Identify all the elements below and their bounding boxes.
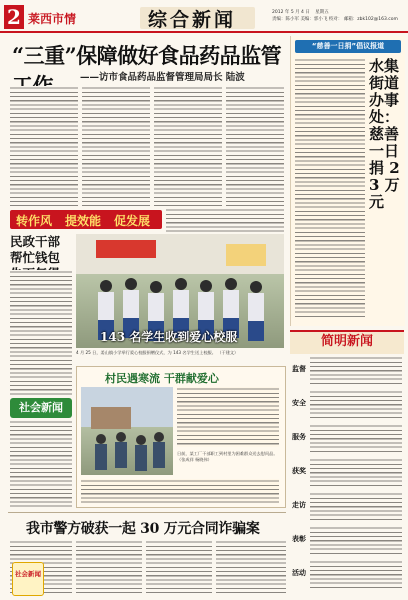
- header-date: 2012 年 5 月 4 日: [272, 10, 310, 15]
- main-story-tail: [166, 208, 284, 232]
- village-story-text-2: [81, 479, 279, 503]
- brief-item: [292, 492, 402, 524]
- photo-story-text: [10, 270, 72, 395]
- brief-item-label: 表彰: [292, 534, 306, 543]
- slogan-left: 转作风: [16, 214, 53, 228]
- brief-item-text: [310, 526, 402, 556]
- brief-item-text: [310, 458, 402, 488]
- side-banner-text: “慈善一日捐”倡议报道: [311, 42, 385, 50]
- header-proof: 校对：: [328, 17, 343, 22]
- brief-item-text: [310, 424, 402, 454]
- side-banner: [295, 40, 401, 53]
- village-photo-illustration: [81, 387, 173, 475]
- main-subheadline: ——访市食品药品监督管理局局长 陆波: [80, 72, 245, 83]
- school-photo: [76, 234, 284, 348]
- side-text-left: [295, 58, 365, 318]
- brief-news-title-bar: [290, 330, 404, 354]
- bottom-story-col-2: [76, 540, 142, 596]
- brief-item-label: 服务: [292, 432, 306, 441]
- section-title: 综合新闻: [148, 9, 237, 31]
- main-headline: “三重”保障做好食品药品监管: [12, 43, 282, 68]
- bottom-rule: [8, 512, 286, 513]
- social-news-logo-text: 社会新闻: [19, 401, 63, 414]
- school-photo-caption-big: 143 名学生收到爱心校服: [100, 330, 238, 344]
- brief-news-title: 简明新闻: [320, 334, 373, 349]
- page-header: [0, 0, 408, 40]
- header-rule: [0, 31, 408, 33]
- photo-story-headline: 民政干部帮忙钱包: [10, 234, 61, 265]
- page-number: 2: [7, 5, 21, 29]
- page-number-box: [4, 5, 24, 29]
- brief-item-label: 获奖: [292, 466, 306, 475]
- bottom-story-col-3: [146, 540, 212, 596]
- bottom-corner-logo: [12, 562, 44, 596]
- social-news-logo: [10, 398, 72, 418]
- school-photo-credit: （于建文）: [217, 350, 239, 355]
- side-headline: 水集街道办事处：慈善一日捐 23 万元: [369, 57, 400, 211]
- main-story-col-2: [82, 86, 150, 206]
- brief-item-text: [310, 492, 402, 522]
- brief-item-label: 活动: [292, 568, 306, 577]
- brief-item-text: [310, 356, 402, 386]
- slogan-right: 促发展: [114, 214, 151, 228]
- brief-item: [292, 526, 402, 558]
- social-news-text: [10, 420, 72, 508]
- main-story-col-1: [10, 86, 78, 206]
- slogan-banner: [10, 210, 162, 229]
- bottom-headline: 我市警方破获一起 30 万元合同诈骗案: [26, 521, 260, 537]
- header-editor: 责编：陈小军: [272, 17, 299, 22]
- brief-item: [292, 390, 402, 422]
- village-caption-credit: （张成祥 杨晓伟）: [177, 456, 212, 462]
- slogan-mid: 提效能: [65, 214, 102, 228]
- village-story-title: 村民遇寒流 干群献爱心: [105, 372, 219, 385]
- main-story-col-4: [226, 86, 284, 206]
- brief-item-label: 安全: [292, 398, 306, 407]
- brief-item: [292, 560, 402, 592]
- brief-item-label: 走访: [292, 500, 306, 509]
- header-meta: [272, 9, 406, 23]
- header-design: 美编：郭小飞: [300, 17, 328, 22]
- school-photo-caption-text: 4 月 25 日，姜山镇小学举行爱心校服捐赠仪式，为 143 名学生送上校服。: [76, 350, 216, 355]
- page-label: 莱西市情: [28, 12, 77, 26]
- village-story-box: [76, 366, 286, 508]
- brief-news-list: [292, 356, 402, 592]
- village-story-caption: [177, 451, 279, 462]
- brief-item: [292, 424, 402, 456]
- village-caption-text: 日前，某工厂干部职工到村里为困难群众送去慰问品。: [177, 451, 278, 456]
- brief-item: [292, 458, 402, 490]
- bottom-corner-logo-text: 社会新闻: [15, 570, 41, 578]
- brief-item-text: [310, 390, 402, 420]
- village-photo: [81, 387, 173, 475]
- school-photo-caption: [76, 350, 284, 356]
- main-story-col-3: [154, 86, 222, 206]
- brief-item: [292, 356, 402, 388]
- header-email: 邮箱：zbk102@163.com: [343, 17, 398, 22]
- header-weekday: 星期五: [315, 10, 329, 15]
- side-column: [290, 36, 405, 326]
- village-story-text: [177, 387, 279, 447]
- brief-item-label: 监督: [292, 364, 306, 373]
- brief-item-text: [310, 560, 402, 590]
- bottom-story-col-4: [216, 540, 286, 596]
